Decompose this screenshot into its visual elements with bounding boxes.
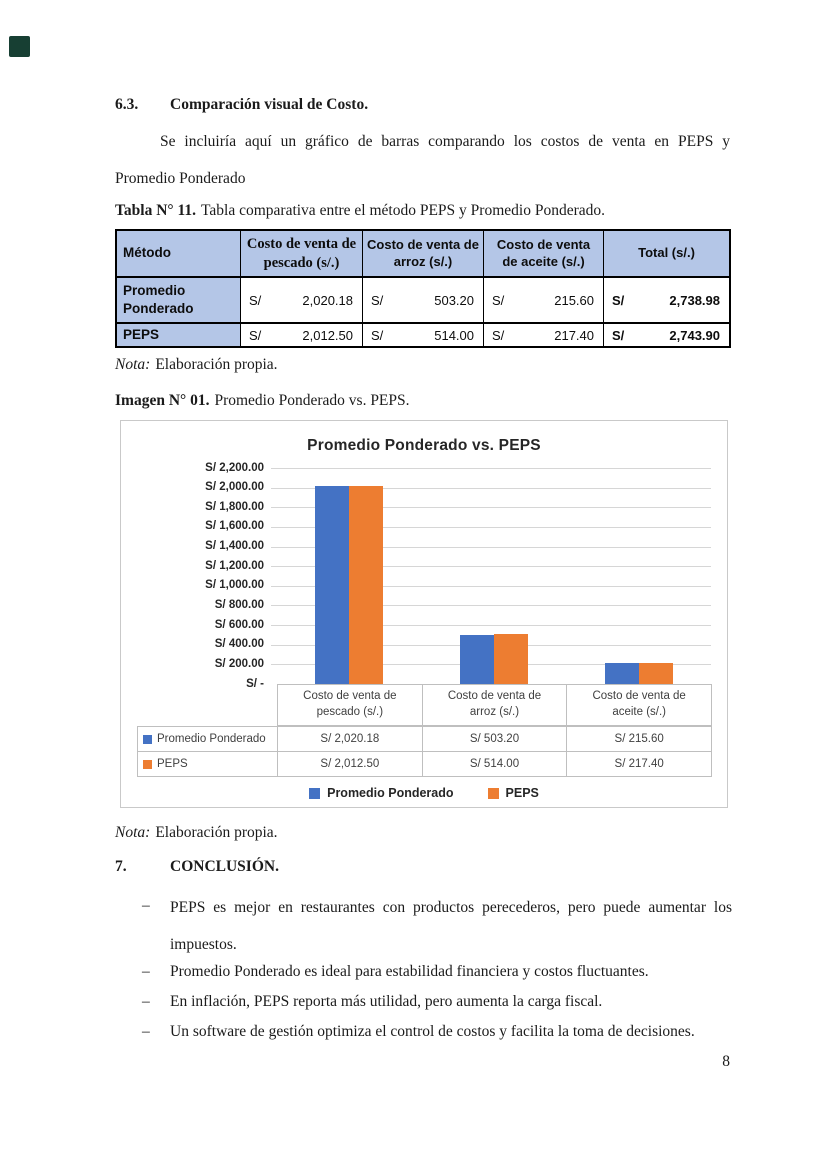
- intro-line-1: Se incluiría aquí un gráfico de barras comparando los costos de venta en PEPS y: [160, 133, 730, 150]
- image-caption: [115, 392, 410, 410]
- cost-table-header-pescado: Costo de venta de pescado (s/.): [241, 231, 363, 278]
- bullet-dash: –: [142, 897, 150, 914]
- page-number: 8: [722, 1053, 730, 1070]
- image-caption-label: Imagen N° 01.: [115, 392, 210, 409]
- bar-series-2-cat-2: [494, 634, 528, 684]
- currency-symbol: S/: [492, 292, 505, 308]
- section-title: CONCLUSIÓN.: [170, 858, 279, 875]
- cost-table-cell-total: [604, 324, 729, 346]
- legend-label: Promedio Ponderado: [327, 786, 454, 800]
- currency-symbol: S/: [249, 327, 262, 343]
- y-axis-tick-label: S/ 200.00: [214, 657, 264, 670]
- bullet-dash: –: [142, 1023, 150, 1040]
- legend-label: PEPS: [505, 786, 539, 800]
- nota-text: Elaboración propia.: [155, 824, 278, 841]
- y-axis-tick-label: S/ 400.00: [214, 638, 264, 651]
- bar-series-2-cat-3: [639, 663, 673, 684]
- section-heading-6-3: [0, 96, 828, 116]
- chart-table-series-label: [137, 751, 278, 777]
- chart-table-category: [566, 684, 712, 726]
- y-axis-tick-label: S/ 1,200.00: [205, 559, 264, 572]
- intro-line-2: Promedio Ponderado: [115, 170, 246, 187]
- corner-mark: [9, 36, 30, 57]
- table-caption-label: Tabla N° 11.: [115, 202, 197, 219]
- chart-table-category-label: Costo de venta de arroz (s/.): [447, 690, 542, 718]
- y-axis-tick-label: S/ 800.00: [214, 598, 264, 611]
- section-number: 6.3.: [115, 96, 139, 113]
- chart-table-category: [422, 684, 568, 726]
- nota-chart: [115, 824, 278, 842]
- cell-value: 217.40: [554, 327, 594, 343]
- table-caption: [115, 202, 605, 220]
- cell-value: 2,020.18: [302, 292, 353, 308]
- y-axis-tick-label: S/ 1,800.00: [205, 500, 264, 513]
- chart: [120, 420, 728, 808]
- table-caption-text: Tabla comparativa entre el método PEPS y Promedio Ponderado.: [201, 202, 605, 219]
- series-name: Promedio Ponderado: [157, 733, 266, 745]
- cost-table-header-aceite: Costo de venta de aceite (s/.): [484, 231, 604, 278]
- chart-table-value: S/ 2,020.18: [277, 726, 423, 752]
- cost-table-header-total: Total (s/.): [604, 231, 729, 278]
- legend-key-icon: [143, 760, 152, 769]
- cost-table-row-method: Promedio Ponderado: [117, 278, 241, 324]
- chart-table-value: S/ 514.00: [422, 751, 568, 777]
- cost-table-cell: [241, 324, 363, 346]
- chart-legend: [121, 786, 727, 800]
- bullet-dash: –: [142, 993, 150, 1010]
- cell-value: 503.20: [434, 292, 474, 308]
- chart-table-value: S/ 217.40: [566, 751, 712, 777]
- nota-table: [115, 356, 278, 374]
- currency-symbol: S/: [612, 292, 625, 308]
- bullet-dash: –: [142, 963, 150, 980]
- bar-series-2-cat-1: [349, 486, 383, 684]
- y-axis-tick-label: S/ 600.00: [214, 618, 264, 631]
- y-axis-tick-label: S/ 1,400.00: [205, 540, 264, 553]
- nota-label: Nota:: [115, 824, 151, 841]
- cost-table-cell: [484, 324, 604, 346]
- series-name: PEPS: [157, 758, 188, 770]
- image-caption-text: Promedio Ponderado vs. PEPS.: [214, 392, 410, 409]
- chart-table-value: S/ 215.60: [566, 726, 712, 752]
- cost-table-header-arroz: Costo de venta de arroz (s/.): [363, 231, 484, 278]
- conclusion-item: En inflación, PEPS reporta más utilidad, pero aumenta la carga fiscal.: [170, 993, 603, 1010]
- legend-key-icon: [488, 788, 499, 799]
- cell-value: 2,738.98: [669, 292, 720, 308]
- legend-item: [488, 786, 539, 800]
- cost-table: [115, 229, 731, 348]
- nota-label: Nota:: [115, 356, 151, 373]
- legend-key-icon: [309, 788, 320, 799]
- y-axis-tick-label: S/ 2,200.00: [205, 461, 264, 474]
- cost-table-cell: [241, 278, 363, 324]
- chart-table-category: [277, 684, 423, 726]
- chart-table-series-label: [137, 726, 278, 752]
- currency-symbol: S/: [249, 292, 262, 308]
- y-axis-tick-label: S/ 1,600.00: [205, 520, 264, 533]
- y-axis-tick-label: S/ 2,000.00: [205, 481, 264, 494]
- conclusion-item: Promedio Ponderado es ideal para estabilidad financiera y costos fluctuantes.: [170, 963, 649, 980]
- legend-key-icon: [143, 735, 152, 744]
- bar-series-1-cat-3: [605, 663, 639, 684]
- section-heading-7: [0, 858, 828, 878]
- chart-table-category-label: Costo de venta de pescado (s/.): [303, 690, 397, 718]
- y-axis-tick-label: S/ 1,000.00: [205, 579, 264, 592]
- chart-table-category-label: Costo de venta de aceite (s/.): [592, 690, 686, 718]
- cost-table-cell-total: [604, 278, 729, 324]
- legend-item: [309, 786, 453, 800]
- cost-table-cell: [363, 278, 484, 324]
- cell-value: 2,012.50: [302, 327, 353, 343]
- cost-table-row-method: PEPS: [117, 324, 241, 346]
- cost-table-cell: [484, 278, 604, 324]
- currency-symbol: S/: [492, 327, 505, 343]
- y-axis-tick-label: S/ -: [246, 677, 264, 690]
- gridline: [271, 468, 711, 469]
- chart-title: Promedio Ponderado vs. PEPS: [307, 437, 541, 454]
- cost-table-cell: [363, 324, 484, 346]
- cost-table-header-method: Método: [117, 231, 241, 278]
- chart-table-value: S/ 503.20: [422, 726, 568, 752]
- nota-text: Elaboración propia.: [155, 356, 278, 373]
- chart-table-value: S/ 2,012.50: [277, 751, 423, 777]
- cell-value: 514.00: [434, 327, 474, 343]
- section-title: Comparación visual de Costo.: [170, 96, 369, 113]
- cell-value: 2,743.90: [669, 327, 720, 343]
- conclusion-item: Un software de gestión optimiza el control de costos y facilita la toma de decisiones.: [170, 1023, 695, 1040]
- currency-symbol: S/: [371, 327, 384, 343]
- cell-value: 215.60: [554, 292, 594, 308]
- section-number: 7.: [115, 858, 127, 875]
- currency-symbol: S/: [612, 327, 625, 343]
- bar-series-1-cat-2: [460, 635, 494, 684]
- conclusion-item: PEPS es mejor en restaurantes con productos perecederos, pero puede aumentar los impuestos.: [170, 899, 732, 953]
- currency-symbol: S/: [371, 292, 384, 308]
- bar-series-1-cat-1: [315, 486, 349, 684]
